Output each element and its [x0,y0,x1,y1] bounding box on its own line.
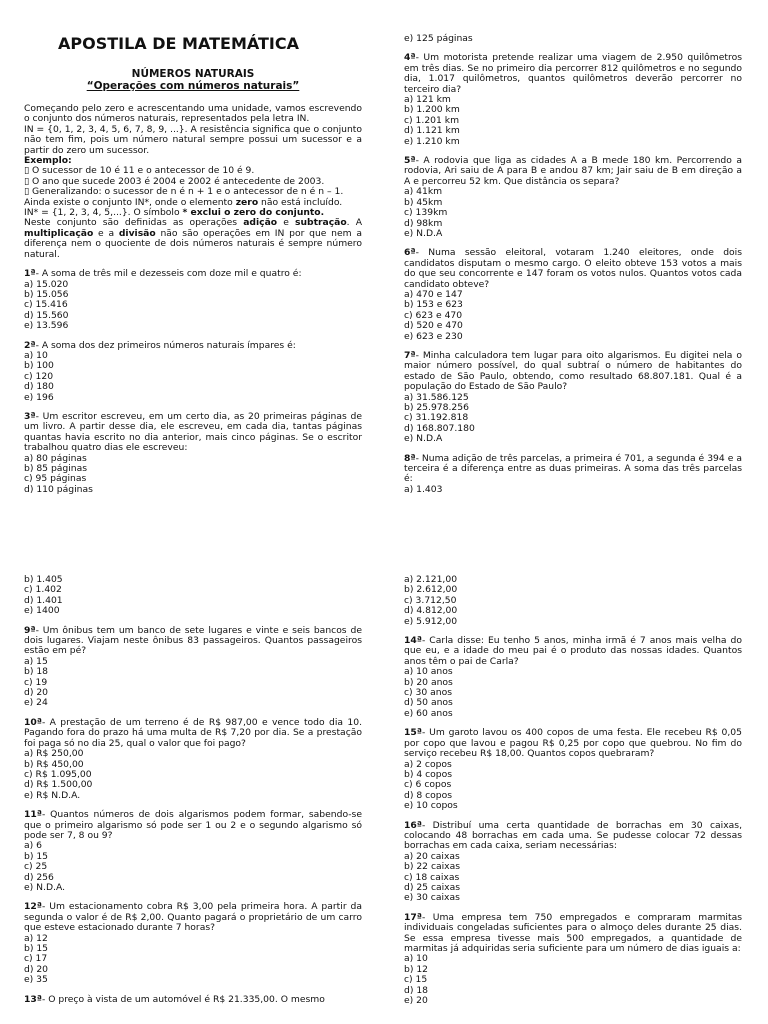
question-number: 16ª [404,819,422,831]
answer-option: a) 31.586.125 [404,391,469,403]
question-9 [24,626,362,709]
example-item: ▯ O ano que sucede 2003 é 2004 e 2002 é antecedente de 2003. [24,175,325,187]
answer-option: d) 1.401 [24,594,63,606]
question-statement: - Distribuí uma certa quantidade de borrachas em 30 caixas, colocando 48 borrachas em cada uma. Se pudesse colocar 72 dessas borrachas em cada caixa, seriam necessárias: [404,819,742,852]
question-statement: - Um estacionamento cobra R$ 3,00 pela primeira hora. A partir da segunda o valor é de R$ 2,00. Quanto pagará o proprietário de um carro que esteve estacionado durante 7 horas? [24,901,362,934]
answer-option: e) R$ N.D.A. [24,789,81,801]
example-label: Exemplo: [24,155,72,167]
question-13 [24,995,362,1005]
star-note-text: IN* = {1, 2, 3, 4, 5,...}. O símbolo [24,207,183,219]
answer-option: d) 180 [24,381,54,393]
answer-option: e) 60 anos [404,707,453,719]
question-text [404,156,742,187]
answer-option: d) 1.121 km [404,125,460,137]
zero-note-text: Ainda existe o conjunto IN*, onde o elemento [24,196,236,208]
question-statement: - A soma dos dez primeiros números naturais ímpares é: [35,339,296,351]
answer-option: d) 110 páginas [24,483,93,495]
ops-bold: adição [243,217,278,229]
zero-note-bold: zero [235,196,259,208]
answer-option: e) 196 [24,391,54,403]
answer-option: e) 5.912,00 [404,615,458,627]
question-text [24,269,362,279]
answer-option: a) 12 [24,932,48,944]
section-subtitle: “Operações com números naturais” [86,80,300,92]
question-number: 9ª [24,624,36,636]
question-text [404,351,742,393]
question-number: 10ª [24,716,42,728]
answer-option: d) 98km [404,217,443,229]
answer-option: b) 18 [24,666,49,678]
question-text [404,53,742,95]
answer-option: c) 623 e 470 [404,309,463,321]
answer-option: a) 41km [404,186,443,198]
question-text [404,913,742,955]
answer-option: e) 30 caixas [404,892,460,904]
answer-option: d) 4.812,00 [404,605,458,617]
answer-option: c) 30 anos [404,687,453,699]
answer-option: c) 3.712,50 [404,594,457,606]
answer-option: a) 10 anos [404,666,453,678]
answer-option: e) N.D.A. [24,881,65,893]
answer-option: b) R$ 450,00 [24,758,84,770]
question-15 [404,728,742,811]
question-number: 1ª [24,268,36,280]
answer-option: a) 6 [24,840,42,852]
answer-option: c) 31.192.818 [404,412,469,424]
answer-option: a) 121 km [404,94,451,106]
answer-option: b) 15 [24,850,49,862]
question-7 [404,351,742,445]
question-statement: - Carla disse: Eu tenho 5 anos, minha irmã é 7 anos mais velha do que eu, e a idade do meu pai é o produto das nossas idades. Quantos anos têm o pai de Carla? [404,635,742,667]
question-statement: - Numa sessão eleitoral, votaram 1.240 eleitores, onde dois candidatos disputam o mesmo cargo. O eleito obteve 153 votos a mais do que seu concorrente e 147 foram os votos nulos. Quantos votos cada candidato obteve? [404,247,742,290]
answer-option: b) 1.200 km [404,104,460,116]
question-statement: - Uma empresa tem 750 empregados e compraram marmitas individuais congeladas suficientes para o almoço deles durante 25 dias. Se essa empresa tivesse mais 500 empregados, a quantidade de marmitas já adquiridas seria suficiente para um número de dias iguais a: [404,911,742,954]
answer-option: d) 520 e 470 [404,320,463,332]
ops-bold: multiplicação [24,227,94,239]
answer-option: e) 125 páginas [404,33,473,44]
answer-option: c) 25 [24,861,48,873]
zero-note-text: não está incluído. [258,196,343,208]
question-statement: - Um ônibus tem um banco de sete lugares e vinte e seis bancos de dois lugares. Viajam neste ônibus 83 passageiros. Quantos passageiros estão em pé? [24,624,362,657]
ops-bold: divisão [118,227,156,239]
section-title: NÚMEROS NATURAIS [131,68,255,80]
answer-option: e) 35 [24,974,48,986]
answer-option: d) 20 [24,963,49,975]
question-text [24,626,362,657]
answer-option: a) 10 [24,349,48,361]
answer-option: c) 18 caixas [404,871,460,883]
question-8 [404,454,742,496]
answer-option: b) 4 copos [404,768,453,780]
answer-option: c) 17 [24,953,48,965]
question-number: 6ª [404,247,416,259]
question-number: 2ª [24,339,36,351]
answer-option: d) 168.807.180 [404,422,475,434]
question-text [24,341,362,351]
answer-option: c) 139km [404,207,448,219]
question-statement: - Um motorista pretende realizar uma viagem de 2.950 quilômetros em três dias. Se no primeiro dia percorrer 812 quilômetros e no segundo dia, 1.017 quilômetros, quantos quilômetros deverão percorrer no terceiro dia? [404,52,742,95]
answer-option: c) 19 [24,676,48,688]
question-number: 13ª [24,993,42,1005]
question-statement: - A soma de três mil e dezesseis com doze mil e quatro é: [35,268,302,280]
answer-option: a) R$ 250,00 [24,748,84,760]
ops-text: . A [346,217,362,229]
question-text [404,728,742,759]
answer-option: a) 15 [24,655,48,667]
answer-option: c) R$ 1.095,00 [24,768,92,780]
answer-option: e) N.D.A [404,433,443,445]
answer-option: e) N.D.A [404,227,443,239]
answer-option: a) 15.020 [24,278,69,290]
page-title: APOSTILA DE MATEMÁTICA [58,34,299,53]
answer-option: d) 50 anos [404,697,453,709]
answer-option: b) 100 [24,360,54,372]
example-item: ▯ O sucessor de 10 é 11 e o antecessor de 10 é 9. [24,165,255,177]
answer-option: a) 10 [404,953,428,965]
star-note-bold: * exclui o zero do conjunto. [182,207,325,219]
question-number: 17ª [404,911,422,923]
question-1 [24,269,362,331]
question-statement: - O preço à vista de um automóvel é R$ 21.335,00. O mesmo [41,993,325,1005]
answer-option: e) 20 [404,995,428,1007]
question-statement: - A prestação de um terreno é de R$ 987,00 e vence todo dia 10. Pagando fora do prazo há uma multa de R$ 7,20 por dia. Se a prestação foi paga só no dia 25, qual o valor que foi pago? [24,716,362,749]
answer-option: a) 80 páginas [24,452,87,464]
question-number: 8ª [404,452,416,464]
question-text [404,248,742,290]
question-number: 4ª [404,52,416,64]
question-text [404,636,742,667]
question-text [404,821,742,852]
question-13-continued [404,575,742,627]
answer-option: c) 1.402 [24,584,62,596]
question-4 [404,53,742,147]
answer-option: b) 12 [404,963,429,975]
column-bottom-right [404,575,742,1006]
question-number: 5ª [404,155,416,167]
question-statement: - A rodovia que liga as cidades A a B mede 180 km. Percorrendo a rodovia, Ari saiu de A para B e andou 87 km; Jair saiu de B em direção a A e percorreu 52 km. Que distância os separa? [404,155,742,187]
answer-option: b) 22 caixas [404,861,461,873]
answer-option: e) 24 [24,697,48,709]
answer-option: b) 2.612,00 [404,584,458,596]
question-statement: - Um escritor escreveu, em um certo dia, as 20 primeiras páginas de um livro. A partir desse dia, ele escreveu, em cada dia, tantas páginas quantas havia escrito no dia anterior, mais cinco páginas. Se o escritor trabalhou quatro dias ele escreveu: [24,410,362,454]
question-10 [24,718,362,801]
question-statement: - Numa adição de três parcelas, a primeira é 701, a segunda é 394 e a terceira é a diferença entre as duas primeiras. A soma das três parcelas é: [404,452,742,485]
answer-option: c) 15.416 [24,299,68,311]
column-top-right [404,34,742,495]
answer-option: b) 15.056 [24,288,69,300]
question-2 [24,341,362,403]
intro-paragraph-2: IN = {0, 1, 2, 3, 4, 5, 6, 7, 8, 9, ...}. A resistência significa que o conjunto não tem fim, pois um número natural sempre possui um sucessor e a partir do zero um sucessor. [24,123,362,156]
question-12 [24,902,362,985]
answer-option: a) 2 copos [404,758,452,770]
answer-option: d) 25 caixas [404,881,461,893]
intro-paragraph-1: Começando pelo zero e acrescentando uma unidade, vamos escrevendo o conjunto dos números naturais, representados pela letra IN. [24,103,362,125]
question-statement: - Minha calculadora tem lugar para oito algarismos. Eu digitei nela o maior número possível, do qual subtraí o número de habitantes do estado de São Paulo, obtendo, como resultado 68.807.181. Qual é a população do Estado de São Paulo? [404,349,742,393]
answer-option: a) 20 caixas [404,850,460,862]
answer-option: e) 10 copos [404,800,458,812]
answer-option: c) 120 [24,370,54,382]
answer-option: c) 6 copos [404,779,452,791]
question-14 [404,636,742,719]
answer-option: c) 1.201 km [404,114,460,126]
answer-option: d) 20 [24,687,49,699]
question-11 [24,810,362,893]
column-bottom-left [24,575,362,1005]
answer-option: d) 15.560 [24,309,69,321]
answer-option: d) 8 copos [404,789,453,801]
question-17 [404,913,742,1007]
answer-option: e) 623 e 230 [404,330,463,342]
answer-option: b) 45km [404,196,443,208]
question-text [24,412,362,454]
column-top-left [24,34,362,495]
answer-option: b) 85 páginas [24,463,88,474]
answer-option: a) 2.121,00 [404,574,458,585]
question-number: 15ª [404,727,422,739]
answer-option: b) 15 [24,943,49,954]
ops-text: não são operações em IN por que nem a diferença nem o quociente de dois números naturais é sempre número natural. [24,227,362,260]
question-3-continued [404,34,742,44]
question-text [24,995,362,1005]
question-16 [404,821,742,904]
answer-option: a) 1.403 [404,483,443,495]
question-8-continued [24,575,362,617]
answer-option: d) 256 [24,871,54,883]
question-3 [24,412,362,495]
ops-text: e a [93,227,119,239]
answer-option: d) 18 [404,984,429,996]
question-statement: - Quantos números de dois algarismos podem formar, sabendo-se que o primeiro algarismo só pode ser 1 ou 2 e o segundo algarismo só pode ser 7, 8 ou 9? [24,809,362,841]
question-text [24,718,362,749]
question-text [404,454,742,485]
question-number: 14ª [404,635,422,647]
question-5 [404,156,742,239]
answer-option: a) 470 e 147 [404,288,463,300]
answer-option: e) 1.210 km [404,135,460,147]
answer-option: b) 25.978.256 [404,402,469,413]
ops-text: Neste conjunto são definidas as operações [24,217,244,229]
question-number: 12ª [24,901,42,913]
answer-option: c) 95 páginas [24,473,87,485]
answer-option: b) 20 anos [404,676,453,688]
question-number: 7ª [404,349,416,361]
question-6 [404,248,742,342]
ops-bold: subtração [295,217,347,229]
answer-option: e) 13.596 [24,320,69,332]
answer-option: b) 153 e 623 [404,299,463,311]
operations-paragraph [24,218,362,260]
answer-option: c) 15 [404,974,428,986]
answer-option: e) 1400 [24,605,60,617]
ops-text: e [277,217,295,229]
question-text [24,810,362,841]
answer-option: d) R$ 1.500,00 [24,779,93,791]
example-item: ▯ Generalizando: o sucessor de n é n + 1 e o antecessor de n é n – 1. [24,186,344,198]
question-text [24,902,362,933]
answer-option: b) 1.405 [24,574,63,585]
question-number: 11ª [24,809,42,821]
question-statement: - Um garoto lavou os 400 copos de uma festa. Ele recebeu R$ 0,05 por copo que lavou e pagou R$ 0,25 por copo que quebrou. No fim do serviço recebeu R$ 18,00. Quantos copos quebraram? [404,727,742,760]
question-number: 3ª [24,410,36,422]
